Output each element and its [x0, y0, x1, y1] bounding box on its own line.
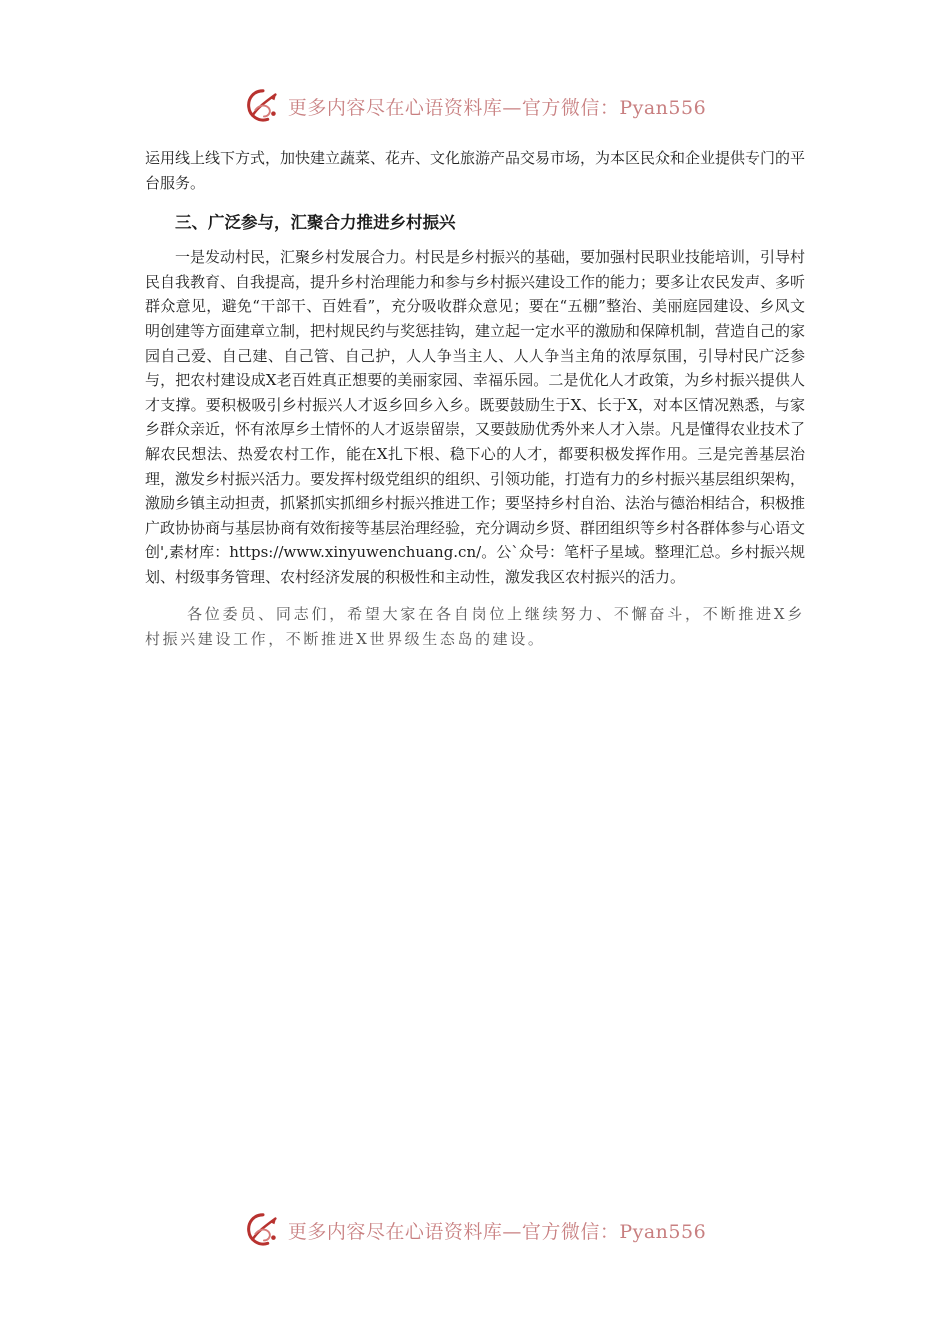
closing-paragraph: 各位委员、同志们，希望大家在各自岗位上继续努力、不懈奋斗，不断推进X乡村振兴建设工作，不断推进X世界级生态岛的建设。	[145, 604, 805, 648]
document-body	[145, 146, 805, 652]
body-paragraph-1: 运用线上线下方式，加快建立蔬菜、花卉、文化旅游产品交易市场，为本区民众和企业提供专门的平台服务。	[145, 149, 806, 192]
body-paragraph-2: 一是发动村民，汇聚乡村发展合力。村民是乡村振兴的基础，要加强村民职业技能培训，引导村民自我教育、自我提高，提升乡村治理能力和参与乡村振兴建设工作的能力；要多让农民发声、多听群众意见，避免“干部干、百姓看”，充分吸收群众意见；要在“五棚”整治、美丽庭园建设、乡风文明创建等方面建章立制，把村规民约与奖惩挂钩，建立起一定水平的激励和保障机制，营造自己的家园自己爱、自己建、自己管、自己护，人人争当主人、人人争当主角的浓厚氛围，引导村民广泛参与，把农村建设成X老百姓真正想要的美丽家园、幸福乐园。二是优化人才政策，为乡村振兴提供人才支撑。要积极吸引乡村振兴人才返乡回乡入乡。既要鼓励生于X、长于X，对本区情况熟悉，与家乡群众亲近，怀有浓厚乡土情怀的人才返崇留崇，又要鼓励优秀外来人才入崇。凡是懂得农业技术了解农民想法、热爱农村工作，能在X扎下根、稳下心的人才，都要积极发挥作用。三是完善基层治理，激发乡村振兴活力。要发挥村级党组织的组织、引领功能，打造有力的乡村振兴基层组织架构，激励乡镇主动担责，抓紧抓实抓细乡村振兴推进工作；要坚持乡村自治、法治与德治相结合，积极推广政协协商与基层协商有效衔接等基层治理经验，充分调动乡贤、群团组织等乡村各群体参与心语文创',素材库：https://www.xinyuwenchuang.cn/。公`众号：笔杆子星域。整理汇总。乡村振兴规划、村级事务管理、农村经济发展的积极性和主动性，激发我区农村振兴的活力。	[145, 248, 806, 586]
banner-text: 更多内容尽在心语资料库—官方微信：Pyan556	[287, 1220, 707, 1243]
banner-text: 更多内容尽在心语资料库—官方微信：Pyan556	[287, 96, 707, 119]
footer-banner	[0, 1208, 950, 1252]
header-banner	[0, 84, 950, 128]
pen-swirl-logo-icon	[244, 1211, 282, 1249]
pen-swirl-logo-icon	[244, 87, 282, 125]
section-heading: 三、广泛参与，汇聚合力推进乡村振兴	[175, 213, 456, 233]
